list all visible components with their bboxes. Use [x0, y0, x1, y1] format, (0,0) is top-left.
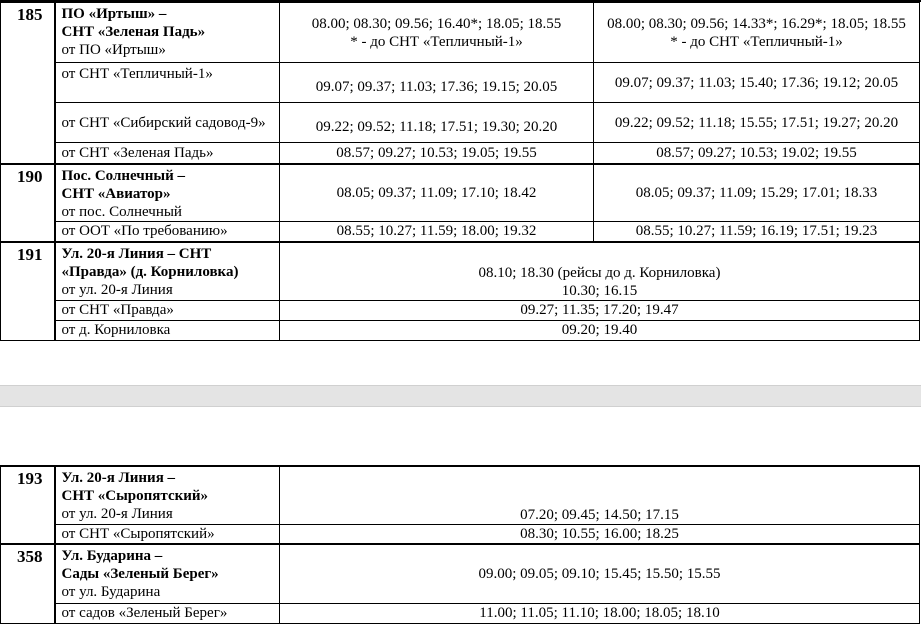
route-name-line2: Сады «Зеленый Берег»: [61, 566, 219, 582]
weekday-times: 09.07; 09.37; 11.03; 17.36; 19.15; 20.05: [280, 63, 594, 103]
route-name-cell: [55, 3, 280, 63]
route-name-cell: [55, 242, 280, 300]
weekday-times: 09.22; 09.52; 11.18; 17.51; 19.30; 20.20: [280, 103, 594, 143]
direction-label: от СНТ «Сибирский садовод-9»: [55, 103, 280, 143]
route-name-cell: [55, 164, 280, 222]
time-list: 08.00; 08.30; 09.56; 16.40*; 18.05; 18.55: [311, 15, 562, 32]
direction-label: от д. Корниловка: [55, 320, 280, 340]
page-break: [0, 385, 921, 407]
route-name-line1: Ул. 20-я Линия –: [61, 470, 176, 486]
footnote: * - до СНТ «Тепличный-1»: [670, 33, 843, 50]
all-days-times: 09.00; 09.05; 09.10; 15.45; 15.50; 15.55: [280, 544, 920, 603]
route-name-line1: Пос. Солнечный –: [61, 167, 186, 184]
direction-label: от СНТ «Тепличный-1»: [55, 63, 280, 103]
direction-label: от ПО «Иртыш»: [61, 42, 166, 58]
direction-label: от ул. 20-я Линия: [61, 282, 173, 298]
direction-label: от пос. Солнечный: [61, 203, 182, 220]
weekend-times: 09.07; 09.37; 11.03; 15.40; 17.36; 19.12; 20.05: [594, 63, 920, 103]
route-name-line2: СНТ «Сыропятский»: [61, 488, 209, 504]
table-row: [1, 466, 920, 524]
route-number: 185: [1, 3, 55, 164]
weekday-times: 08.05; 09.37; 11.09; 17.10; 18.42: [280, 164, 594, 222]
route-name-line2: СНТ «Авиатор»: [61, 185, 171, 202]
direction-label: от ул. 20-я Линия: [61, 506, 173, 522]
direction-label: от ООТ «По требованию»: [55, 221, 280, 242]
route-name-cell: [55, 544, 280, 603]
table-row: [1, 63, 920, 103]
weekend-times: [594, 3, 920, 63]
route-name-cell: [55, 466, 280, 524]
document-page-2: [0, 407, 921, 624]
direction-label: от садов «Зеленый Берег»: [55, 603, 280, 623]
schedule-table-bottom: [0, 465, 920, 624]
table-row: [1, 103, 920, 143]
all-days-times: [280, 242, 920, 300]
weekday-times: 08.55; 10.27; 11.59; 18.00; 19.32: [280, 221, 594, 242]
weekend-times: 08.55; 10.27; 11.59; 16.19; 17.51; 19.23: [594, 221, 920, 242]
time-list: 08.00; 08.30; 09.56; 14.33*; 16.29*; 18.05; 18.55: [607, 15, 906, 32]
weekday-times: [280, 3, 594, 63]
table-row: [1, 320, 920, 340]
weekday-times: 08.57; 09.27; 10.53; 19.05; 19.55: [280, 143, 594, 164]
direction-label: от СНТ «Зеленая Падь»: [55, 143, 280, 164]
all-days-times: 09.20; 19.40: [280, 320, 920, 340]
route-name-line2: «Правда» (д. Корниловка): [61, 264, 239, 280]
time-list: 08.10; 18.30 (рейсы до д. Корниловка): [478, 264, 721, 281]
direction-label: от СНТ «Правда»: [55, 300, 280, 320]
route-number: 193: [1, 466, 55, 544]
route-name-line2: СНТ «Зеленая Падь»: [61, 24, 206, 40]
direction-label: от ул. Бударина: [61, 584, 161, 600]
direction-label: от СНТ «Сыропятский»: [55, 524, 280, 544]
table-row: [1, 3, 920, 63]
footnote: * - до СНТ «Тепличный-1»: [350, 33, 523, 50]
table-row: [1, 524, 920, 544]
table-row: [1, 242, 920, 300]
table-row: [1, 143, 920, 164]
table-row: [1, 603, 920, 623]
weekend-times: 08.05; 09.37; 11.09; 15.29; 17.01; 18.33: [594, 164, 920, 222]
table-row: [1, 164, 920, 222]
all-days-times: 07.20; 09.45; 14.50; 17.15: [280, 466, 920, 524]
route-number: 191: [1, 242, 55, 340]
table-row: [1, 300, 920, 320]
route-name-line1: ПО «Иртыш» –: [61, 6, 167, 22]
time-list: 10.30; 16.15: [561, 282, 638, 299]
route-number: 358: [1, 544, 55, 623]
all-days-times: 08.30; 10.55; 16.00; 18.25: [280, 524, 920, 544]
route-name-line1: Ул. Бударина –: [61, 548, 163, 564]
table-row: [1, 221, 920, 242]
weekend-times: 08.57; 09.27; 10.53; 19.02; 19.55: [594, 143, 920, 164]
table-row: [1, 544, 920, 603]
all-days-times: 09.27; 11.35; 17.20; 19.47: [280, 300, 920, 320]
route-name-line1: Ул. 20-я Линия – СНТ: [61, 246, 212, 262]
all-days-times: 11.00; 11.05; 11.10; 18.00; 18.05; 18.10: [280, 603, 920, 623]
weekend-times: 09.22; 09.52; 11.18; 15.55; 17.51; 19.27; 20.20: [594, 103, 920, 143]
route-number: 190: [1, 164, 55, 243]
schedule-table-top: [0, 2, 920, 341]
